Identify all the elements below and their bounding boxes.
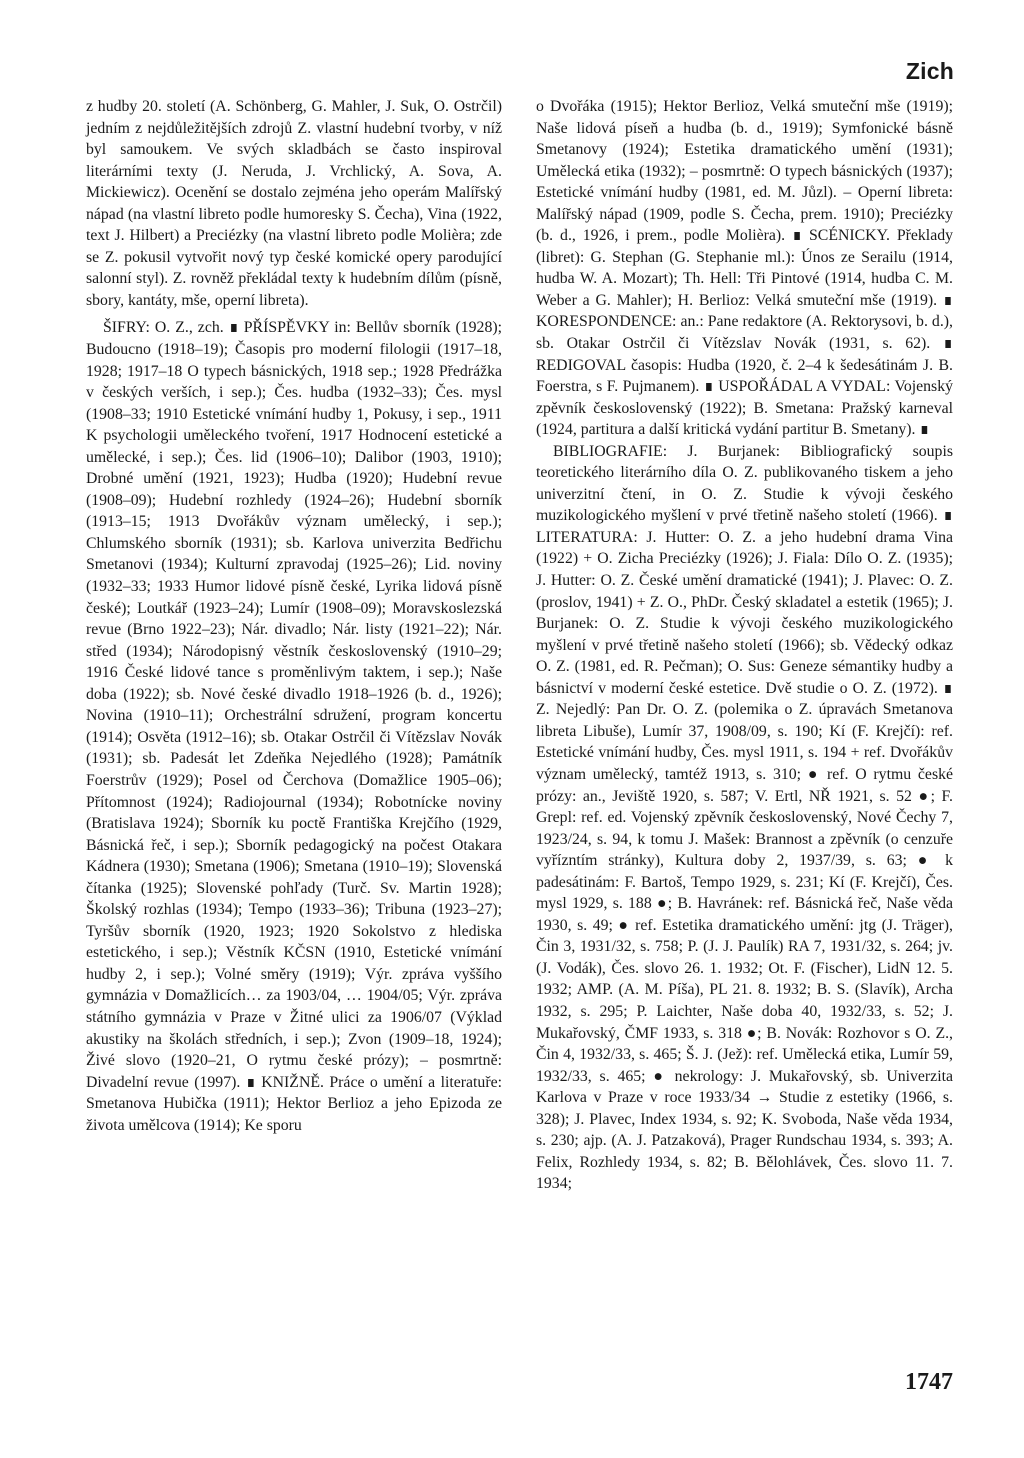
page-number: 1747 (905, 1369, 953, 1395)
entry-paragraph-intro: z hudby 20. století (A. Schönberg, G. Mahler, J. Suk, O. Ostrčil) jedním z nejdůležitějších zdrojů Z. vlastní hudební tvorby, v níž byl samoukem. Ve svých skladbách se často inspiroval literárními texty (J. Neruda, J. Vrchlický, A. Sova, A. Mickiewicz). Ocenění se dostalo zejména jeho operám Malířský nápad (na vlastní libreto podle humoresky S. Čecha), Vina (1922, text J. Hilbert) a Preciézky (na vlastní libreto podle Molièra; zde se Z. pokusil vytvořit nový typ české komické opery parodující salonní styl). Z. rovněž překládal texty k hudebním dílům (písně, sbory, kantáty, mše, operní libreta). (86, 98, 502, 309)
left-column (86, 96, 502, 1136)
entry-paragraph-bibliography: BIBLIOGRAFIE: J. Burjanek: Bibliografický soupis teoretického literárního díla O. Z. publikovaného tiskem a jeho univerzitní čtení, in O. Z. Studie k vývoji českého muzikologického myšlení v prvé třetině našeho století (1966). ∎ LITERATURA: J. Hutter: O. Z. a jeho hudební drama Vina (1922) + O. Zicha Preciézky (1926); J. Fiala: Dílo O. Z. (1935); J. Hutter: O. Z. České umění dramatické (1941); J. Plavec: O. Z. (proslov, 1941) + Z. O., PhDr. Český skladatel a estetik (1965); J. Burjanek: O. Z. Studie k vývoji českého muzikologického myšlení v prvé třetině našeho století (1966); sb. Vědecký odkaz O. Z. (1981, ed. R. Pečman); O. Sus: Geneze sémantiky hudby a básnictví v moderní české estetice. Dvě studie o O. Z. (1972). ∎ Z. Nejedlý: Pan Dr. O. Z. (polemika o Z. úpravách Smetanova libreta Libuše), Lumír 37, 1908/09, s. 190; Kí (F. Krejčí): ref. Estetické vnímání hudby, Čes. mysl 1911, s. 194 + ref. Dvořákův význam umělecký, tamtéž 1913, s. 310; ● ref. O rytmu české prózy: an., Jeviště 1920, s. 587; V. Ertl, NŘ 1921, s. 52 ●; F. Grepl: ref. ed. Vojenský zpěvník československý, Nové Čechy 7, 1923/24, s. 94, k tomu J. Mašek: Brannost a zpěvník (o cenzuře vyřízntím stránky), Kultura doby 2, 1937/39, s. 63; ● k padesátinám: F. Bartoš, Tempo 1929, s. 231; Kí (F. Krejčí), Čes. mysl 1929, s. 188 ●; B. Havránek: ref. Básnická řeč, Naše věda 1930, s. 49; ● ref. Estetika dramatického umění: jtg (J. Träger), Čin 3, 1931/32, s. 758; P. (J. J. Paulík) RA 7, 1931/32, s. 264; jv. (J. Vodák), Čes. slovo 26. 1. 1932; Ot. F. (Fischer), LidN 12. 5. 1932; AMP. (A. M. Píša), PL 21. 8. 1932; B. S. (Slavík), Archa 1932, s. 295; P. Laichter, Naše doba 40, 1932/33, s. 52; J. Mukařovský, ČMF 1933, s. 318 ●; B. Novák: Rozhovor s O. Z., Čin 4, 1932/33, s. 465; Š. J. (Jež): ref. Umělecká etika, Lumír 59, 1932/33, s. 465; ● nekrology: J. Mukařovský, sb. Univerzita Karlova v Praze v roce 1933/34 → Studie z estetiky (1966, s. 328); J. Plavec, Index 1934, s. 92; K. Svoboda, Naše věda 1934, s. 230; ajp. (A. J. Patzaková), Prager Rundschau 1934, s. 393; A. Felix, Rozhledy 1934, s. 82; B. Bělohlávek, Čes. slovo 11. 7. 1934; (536, 442, 953, 1193)
right-column (536, 96, 953, 1195)
entry-paragraph-contributions: ŠIFRY: O. Z., zch. ∎ PŘÍSPĚVKY in: Bellův sborník (1928); Budoucno (1918–19); Časopis pro moderní filologii (1917–18, 1928; 1917–18 O typech básnických, 1918 sep.; 1928 Předrážka v českých verších, i sep.); Čes. hudba (1932–33); Čes. mysl (1908–33; 1910 Estetické vnímání hudby 1, Pokusy, i sep., 1911 K psychologii uměleckého tvoření, 1917 Hodnocení estetické a umělecké, i sep.); Čes. lid (1906–10); Dalibor (1903, 1910); Drobné umění (1921, 1923); Hudba (1920); Hudební revue (1908–09); Hudební rozhledy (1924–26); Hudební sborník (1913–15; 1913 Dvořákův význam umělecký, i sep.); Chlumského sborník (1931); sb. Karlova univerzita Bedřichu Smetanovi (1934); Kulturní zpravodaj (1925–26); Lid. noviny (1932–33; 1933 Humor lidové písně české, Lyrika lidová písně české); Loutkář (1923–24); Lumír (1908–09); Moravskoslezská revue (Brno 1922–23); Nár. divadlo; Nár. listy (1921–22); Nár. střed (1934); Národopisný věstník československý (1910–29; 1916 České lidové tance s proměnlivým taktem, i sep.); Naše doba (1922); sb. Nové české divadlo 1918–1926 (b. d., 1926); Novina (1910–11); Orchestrální sdružení, program koncertu (1914); Osvěta (1912–16); sb. Otakar Ostrčil či Vítězslav Novák (1931); sb. Padesát let Zdeňka Nejedlého (1928); Památník Foerstrův (1929); Posel od Čerchova (Domažlice 1905–06); Přítomnost (1924); Radiojournal (1934); Robotnícke noviny (Bratislava 1924); Sborník ku poctě Františka Krejčího (1929, Básnická řeč, i sep.); Sborník pedagogický na počest Otakara Kádnera (1930); Smetana (1906); Smetana (1910–19); Slovenská čítanka (1925); Slovenské pohľady (Turč. Sv. Martin 1928); Školský rozhlas (1934); Tempo (1933–36); Tribuna (1923–27); Tyršův sborník (1920, 1923; 1920 Sokolstvo z hlediska estetického, i sep.); Věstník KČSN (1910, Estetické vnímání hudby 2, i sep.); Volné směry (1919); Výr. zpráva vyššího gymnázia v Domažlicích… za 1903/04, … 1904/05; Výr. zpráva státního gymnázia v Praze v Žitné ulici za 1906/07 (Výklad akustiky na školách středních, i sep.); Zvon (1909–18, 1924); Živé slovo (1920–21, O rytmu české prózy); – posmrtně: Divadelní revue (1997). ∎ KNIŽNĚ. Práce o umění a literatuře: Smetanova Hubička (1911); Hektor Berlioz a jeho Epizoda ze života umělcova (1914); Ke sporu (86, 319, 502, 1134)
running-head: Zich (905, 58, 954, 84)
entry-paragraph-works: o Dvořáka (1915); Hektor Berlioz, Velká smuteční mše (1919); Naše lidová píseň a hudba (b. d., 1919); Symfonické básně Smetanovy (1924); Estetika dramatického umění (1931); Umělecká etika (1932); – posmrtně: O typech básnických (1937); Estetické vnímání hudby (1981, ed. M. Jůzl). – Operní libreta: Malířský nápad (1909, podle S. Čecha, prem. 1910); Preciézky (b. d., 1926, i prem., podle Molièra). ∎ SCÉNICKY. Překlady (libret): G. Stephan (G. Stephanie ml.): Únos ze Serailu (1914, hudba W. A. Mozart); Th. Hell: Tři Pintové (1914, hudba C. M. Weber a G. Mahler); H. Berlioz: Velká smuteční mše (1919). ∎ KORESPONDENCE: an.: Pane redaktore (A. Rektorysovi, b. d.), sb. Otakar Ostrčil či Vítězslav Novák (1931, s. 62). ∎ REDIGOVAL časopis: Hudba (1920, č. 2–4 k šedesátinám J. B. Foerstra, s F. Pujmanem). ∎ USPOŘÁDAL A VYDAL: Vojenský zpěvník československý (1922); B. Smetana: Pražský karneval (1924, partitura a další kritická vydání partitur B. Smetany). ∎ (536, 98, 953, 439)
